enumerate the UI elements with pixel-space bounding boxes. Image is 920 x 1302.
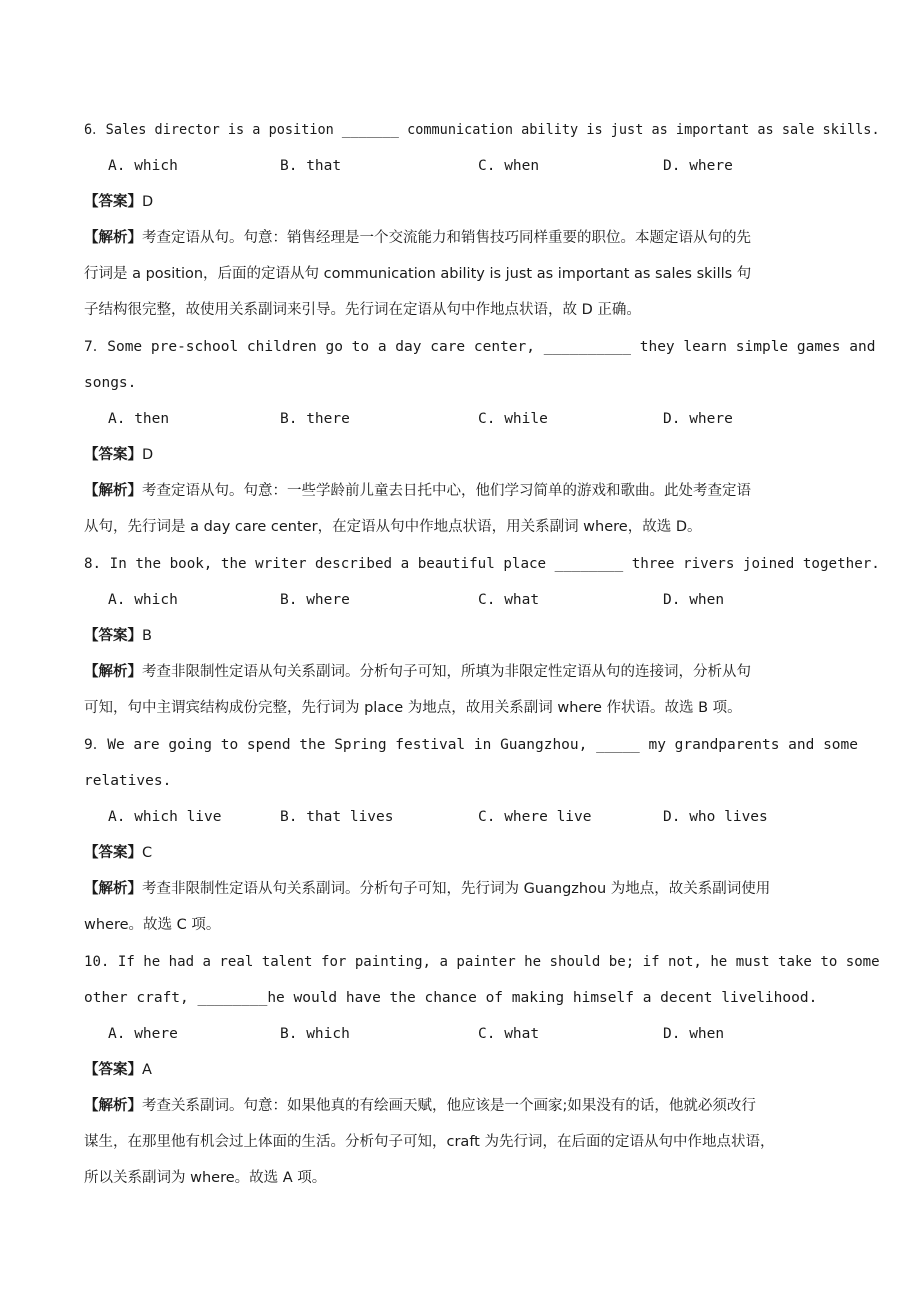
options-row <box>0 807 920 827</box>
option-a: A. which <box>108 158 178 174</box>
option-c: C. what <box>478 592 540 608</box>
option-a: A. which live <box>108 809 222 825</box>
analysis-line <box>84 698 742 718</box>
answer-line <box>84 1060 152 1080</box>
option-d: D. where <box>663 411 733 427</box>
question-stem-line: 8. In the book, the writer described a beautiful place ________ three rivers joined together. <box>84 556 880 572</box>
analysis-tag: 【解析】 <box>84 230 142 246</box>
analysis-line <box>84 1132 774 1152</box>
answer-value: C <box>142 845 153 861</box>
analysis-line <box>84 915 220 935</box>
analysis-line <box>84 228 751 248</box>
question-stem-line: 9．We are going to spend the Spring festival in Guangzhou, _____ my grandparents and some <box>84 737 858 753</box>
question-stem-line: songs. <box>84 375 137 391</box>
analysis-text: 考查定语从句。句意：一些学龄前儿童去日托中心，他们学习简单的游戏和歌曲。此处考查定语 <box>142 483 751 499</box>
option-a: A. then <box>108 411 170 427</box>
answer-line <box>84 192 153 212</box>
option-b: B. where <box>280 592 350 608</box>
options-row <box>0 1024 920 1044</box>
answer-tag: 【答案】 <box>84 194 142 210</box>
answer-tag: 【答案】 <box>84 628 142 644</box>
option-d: D. who lives <box>663 809 768 825</box>
analysis-line <box>84 481 751 501</box>
analysis-text: 行词是 a position，后面的定语从句 communication ability is just as important as sales skills 句 <box>84 266 752 282</box>
answer-tag: 【答案】 <box>84 845 142 861</box>
option-c: C. where live <box>478 809 592 825</box>
option-b: B. that <box>280 158 342 174</box>
analysis-text: where。故选 C 项。 <box>84 917 221 933</box>
analysis-text: 考查非限制性定语从句关系副词。分析句子可知，先行词为 Guangzhou 为地点，故关系副词使用 <box>142 881 771 897</box>
option-c: C. what <box>478 1026 540 1042</box>
analysis-line <box>84 300 641 320</box>
analysis-line <box>84 517 701 537</box>
answer-tag: 【答案】 <box>84 1062 142 1078</box>
answer-line <box>84 445 153 465</box>
analysis-tag: 【解析】 <box>84 1098 142 1114</box>
option-c: C. while <box>478 411 548 427</box>
analysis-text: 谋生，在那里他有机会过上体面的生活。分析句子可知，craft 为先行词，在后面的定语从句中作地点状语， <box>84 1134 775 1150</box>
analysis-line <box>84 1168 326 1188</box>
answer-line <box>84 843 152 863</box>
analysis-tag: 【解析】 <box>84 664 142 680</box>
option-c: C. when <box>478 158 540 174</box>
answer-value: D <box>142 194 154 210</box>
option-d: D. when <box>663 1026 725 1042</box>
analysis-tag: 【解析】 <box>84 483 142 499</box>
question-stem-line: relatives. <box>84 773 172 789</box>
answer-line <box>84 626 152 646</box>
answer-tag: 【答案】 <box>84 447 142 463</box>
option-a: A. where <box>108 1026 178 1042</box>
analysis-line <box>84 879 770 899</box>
answer-value: B <box>142 628 152 644</box>
options-row <box>0 156 920 176</box>
analysis-text: 可知，句中主谓宾结构成份完整，先行词为 place 为地点，故用关系副词 where 作状语。故选 B 项。 <box>84 700 742 716</box>
option-d: D. when <box>663 592 725 608</box>
options-row <box>0 590 920 610</box>
analysis-line <box>84 264 751 284</box>
analysis-line <box>84 662 751 682</box>
question-stem-line: 10. If he had a real talent for painting, a painter he should be; if not, he must take to some <box>84 954 880 970</box>
analysis-text: 考查关系副词。句意：如果他真的有绘画天赋，他应该是一个画家;如果没有的话，他就必须改行 <box>142 1098 756 1114</box>
analysis-tag: 【解析】 <box>84 881 142 897</box>
option-a: A. which <box>108 592 178 608</box>
option-d: D. where <box>663 158 733 174</box>
answer-value: A <box>142 1062 152 1078</box>
answer-value: D <box>142 447 154 463</box>
option-b: B. there <box>280 411 350 427</box>
question-stem-line: 6．Sales director is a position _______ communication ability is just as important as sale skills. <box>84 122 880 138</box>
option-b: B. that lives <box>280 809 394 825</box>
analysis-text: 从句，先行词是 a day care center，在定语从句中作地点状语，用关系副词 where，故选 D。 <box>84 519 702 535</box>
analysis-text: 子结构很完整，故使用关系副词来引导。先行词在定语从句中作地点状语，故 D 正确。 <box>84 302 641 318</box>
options-row <box>0 409 920 429</box>
question-stem-line: other craft, ________he would have the chance of making himself a decent livelihood. <box>84 990 818 1006</box>
analysis-text: 所以关系副词为 where。故选 A 项。 <box>84 1170 327 1186</box>
option-b: B. which <box>280 1026 350 1042</box>
analysis-text: 考查定语从句。句意：销售经理是一个交流能力和销售技巧同样重要的职位。本题定语从句的先 <box>142 230 751 246</box>
analysis-text: 考查非限制性定语从句关系副词。分析句子可知，所填为非限定性定语从句的连接词，分析从句 <box>142 664 751 680</box>
analysis-line <box>84 1096 756 1116</box>
question-stem-line: 7．Some pre-school children go to a day care center, __________ they learn simple games and <box>84 339 876 355</box>
